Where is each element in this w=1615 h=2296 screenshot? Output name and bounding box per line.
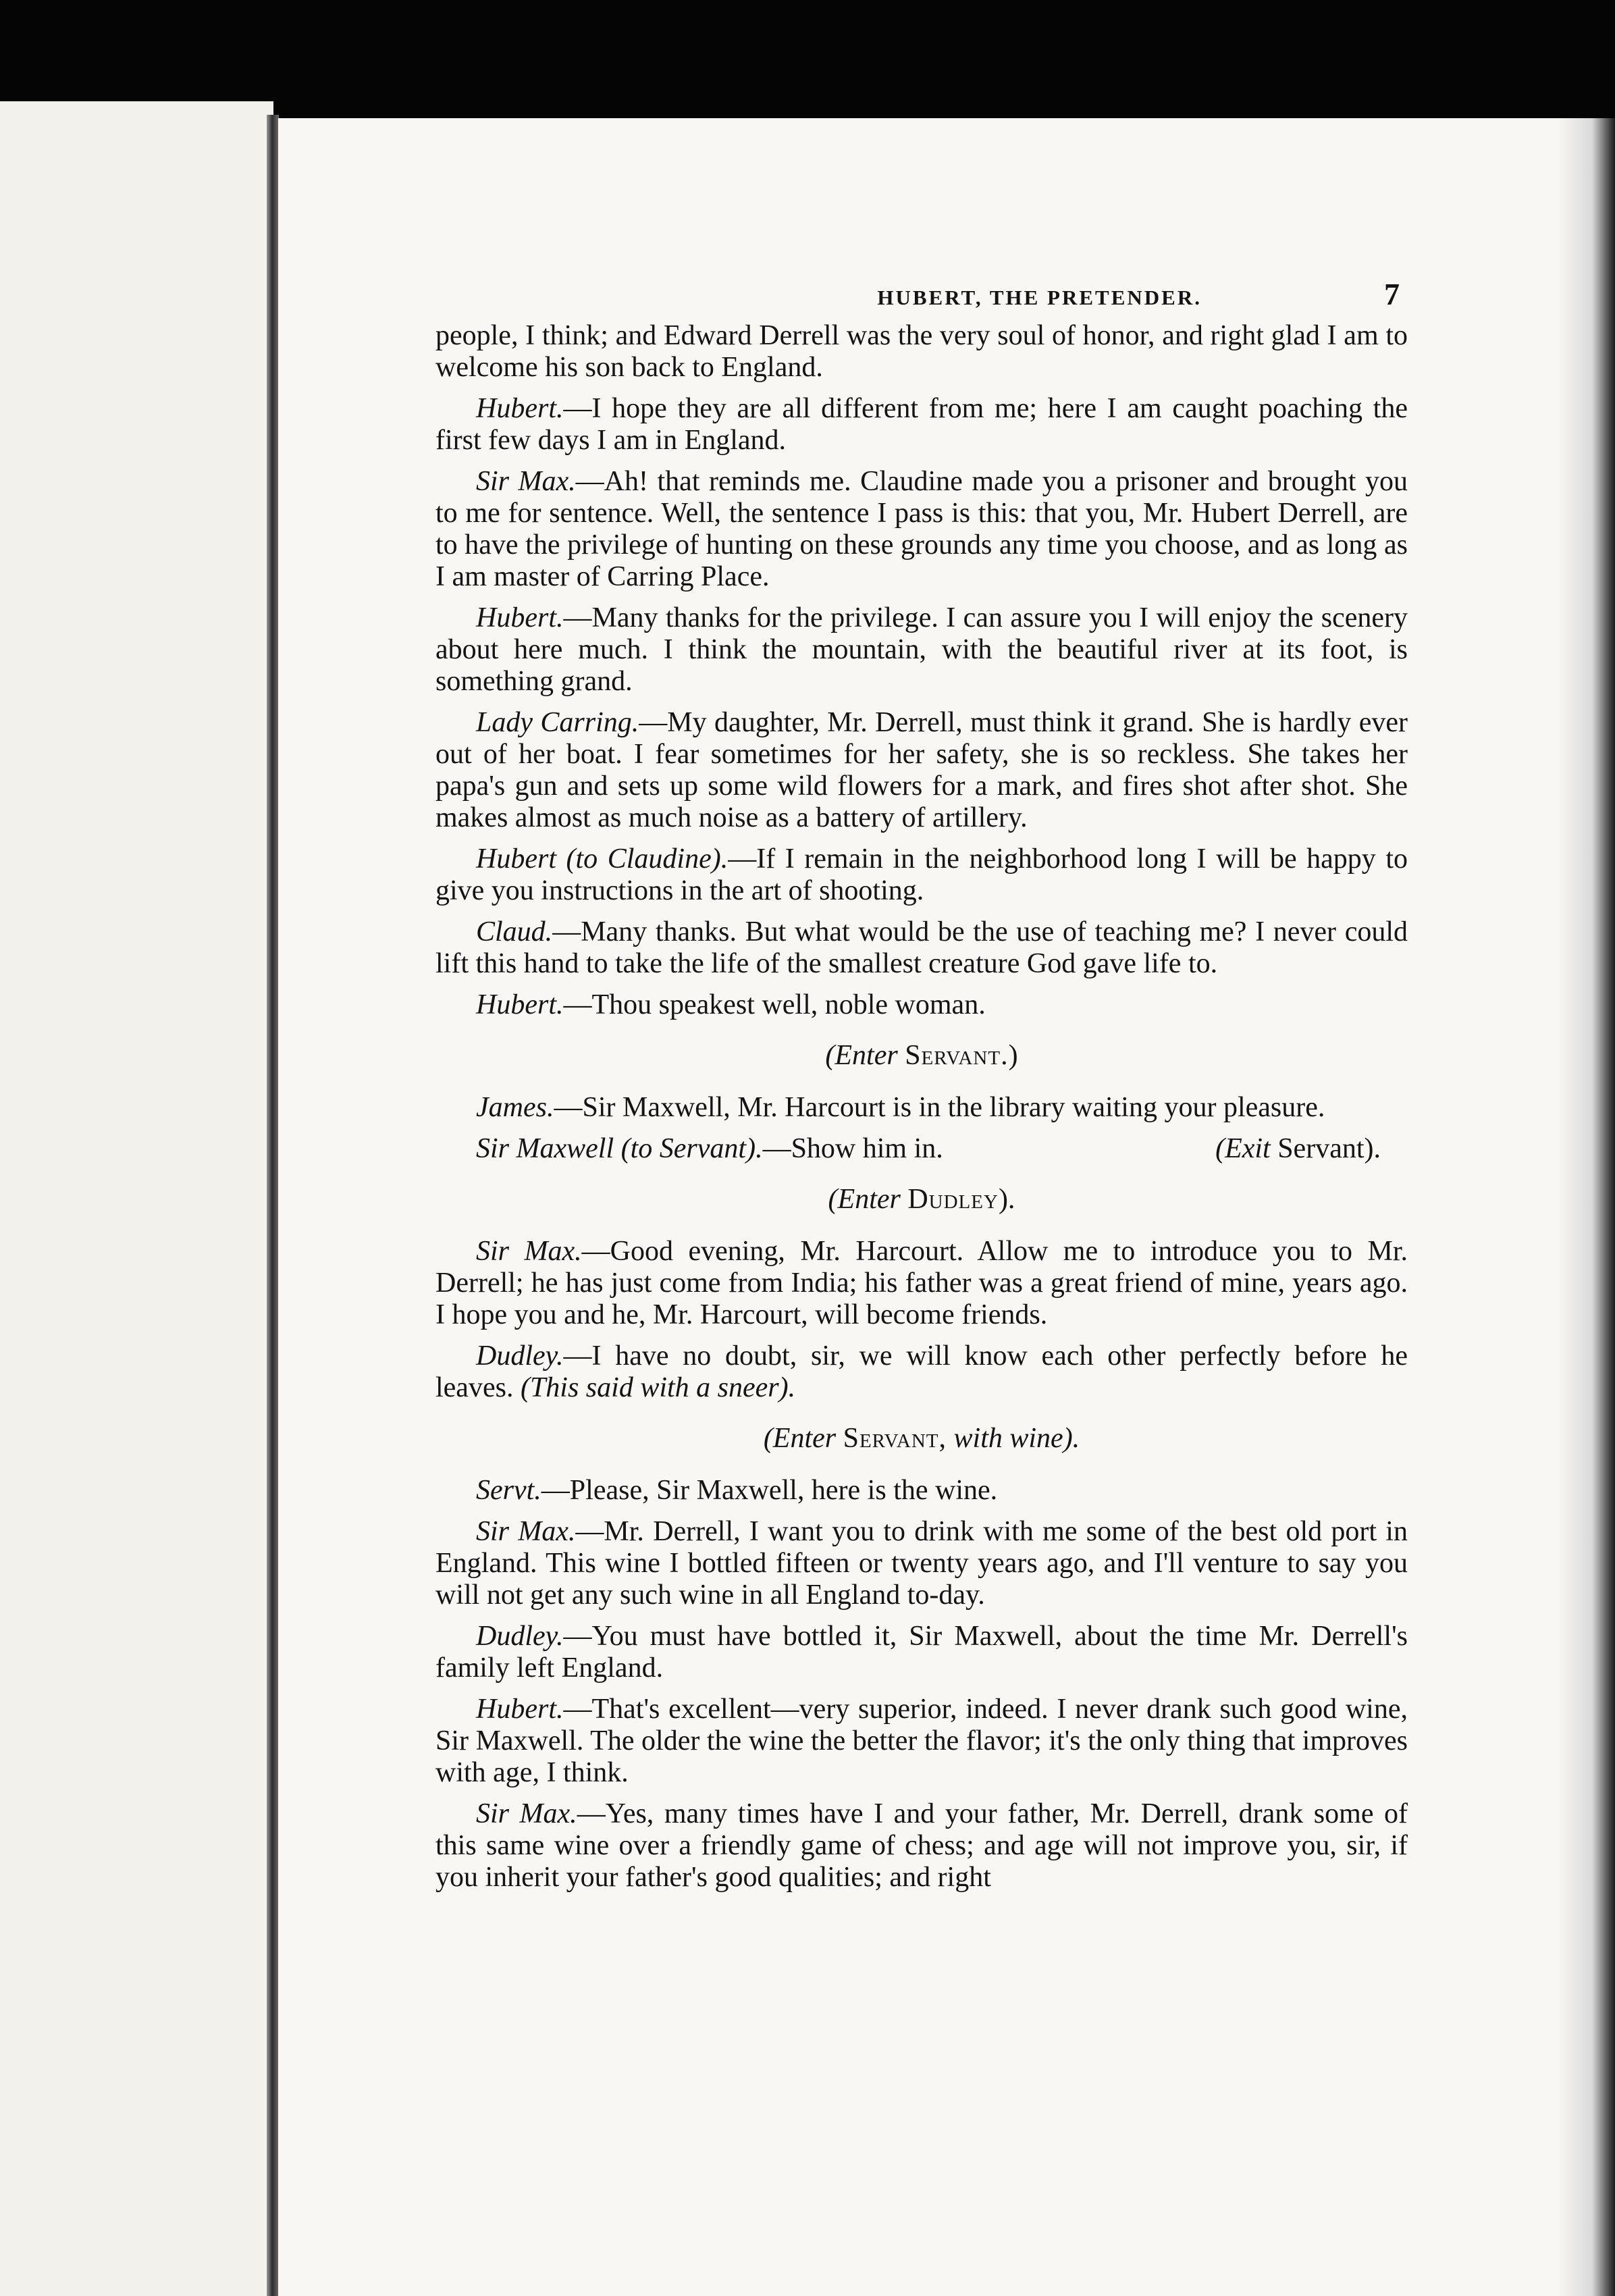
paragraph — [435, 1236, 1408, 1331]
stage-direction — [435, 1423, 1408, 1455]
speaker-name: Sir Maxwell (to Servant). — [476, 1133, 763, 1164]
paragraph — [435, 1133, 1408, 1165]
exit-character: Servant). — [1277, 1133, 1381, 1164]
speech-text: —You must have bottled it, Sir Maxwell, about the time Mr. Derrell's family left England. — [435, 1621, 1408, 1684]
speech-text: —My daughter, Mr. Derrell, must think it grand. She is hardly ever out of her boat. I fear sometimes for her safety, she is so reckless. She takes her papa's gun and sets up some wild flowers for a mark, and fires shot after shot. She makes almost as much noise as a battery of artillery. — [435, 707, 1408, 833]
speech-text: —Yes, many times have I and your father, Mr. Derrell, drank some of this same wine over a friendly game of chess; and age will not improve you, sir, if you inherit your father's good qualities; and right — [435, 1798, 1408, 1893]
paragraph — [435, 1798, 1408, 1894]
speaker-name: Claud. — [476, 916, 553, 947]
speaker-name: Sir Max. — [476, 1798, 577, 1829]
speaker-name: Sir Max. — [476, 466, 576, 497]
speech-text: people, I think; and Edward Derrell was the very soul of honor, and right glad I am to welcome his son back to England. — [435, 320, 1408, 383]
speaker-name: Hubert. — [476, 602, 564, 633]
paragraph — [435, 989, 1408, 1021]
speaker-name: Dudley. — [476, 1340, 564, 1372]
speech-text: —Show him in. — [762, 1133, 943, 1164]
speech-text: —Mr. Derrell, I want you to drink with me some of the best old port in England. This wine I bottled fifteen or twenty years ago, and I'll venture to say you will not get any such wine in all England to-day. — [435, 1516, 1408, 1611]
page-content — [435, 278, 1408, 1903]
stage-direction — [435, 1040, 1408, 1072]
paragraph — [435, 707, 1408, 834]
speech-text: —That's excellent—very superior, indeed. I never drank such good wine, Sir Maxwell. The older the wine the better the flavor; it's the only thing that improves with age, I think. — [435, 1694, 1408, 1788]
speech-text: —Thou speakest well, noble woman. — [563, 989, 986, 1020]
stage-character: Servant, — [843, 1423, 947, 1454]
speaker-name: Lady Carring. — [476, 707, 639, 738]
book-gutter — [267, 115, 279, 2296]
inline-direction: (This said with a sneer). — [520, 1372, 796, 1403]
stage-character: Servant. — [905, 1040, 1009, 1071]
speech-text: —If I remain in the neighborhood long I will be happy to give you instructions in the art of shooting. — [435, 843, 1408, 906]
stage-open: (Enter — [825, 1040, 905, 1071]
speaker-name: Hubert. — [476, 989, 564, 1020]
paragraph — [435, 1621, 1408, 1684]
exit-direction — [1215, 1133, 1381, 1165]
page-number: 7 — [1384, 277, 1400, 311]
stage-close: ) — [1008, 1040, 1018, 1071]
paragraph — [435, 393, 1408, 456]
speech-text: —I hope they are all different from me; here I am caught poaching the first few days I am in England. — [435, 393, 1408, 456]
speaker-name: Sir Max. — [476, 1236, 582, 1267]
speaker-name: Hubert. — [476, 393, 564, 424]
paragraph — [435, 1092, 1408, 1124]
paragraph — [435, 1475, 1408, 1507]
paragraph — [435, 1516, 1408, 1611]
stage-character: Dudley — [907, 1184, 999, 1215]
speech-text: —Many thanks for the privilege. I can assure you I will enjoy the scenery about here much. I think the mountain, with the beautiful river at its foot, is something grand. — [435, 602, 1408, 697]
running-title: HUBERT, THE PRETENDER. — [877, 286, 1202, 309]
stage-direction — [435, 1184, 1408, 1216]
stage-open: (Enter — [828, 1184, 908, 1215]
stage-close: with wine). — [947, 1423, 1080, 1454]
paragraph — [435, 916, 1408, 980]
speech-text: —Many thanks. But what would be the use of teaching me? I never could lift this hand to take the life of the smallest creature God gave life to. — [435, 916, 1408, 979]
running-head — [435, 278, 1408, 313]
paragraph — [435, 320, 1408, 384]
speech-text: —Good evening, Mr. Harcourt. Allow me to introduce you to Mr. Derrell; he has just come from India; his father was a great friend of mine, years ago. I hope you and he, Mr. Harcourt, will become friends. — [435, 1236, 1408, 1330]
speech-text: —Please, Sir Maxwell, here is the wine. — [541, 1475, 998, 1506]
speaker-name: Sir Max. — [476, 1516, 576, 1547]
paragraph — [435, 1694, 1408, 1789]
speech-text: —Sir Maxwell, Mr. Harcourt is in the library waiting your pleasure. — [554, 1092, 1325, 1123]
speaker-name: James. — [476, 1092, 554, 1123]
paragraph — [435, 1340, 1408, 1404]
speaker-name: Servt. — [476, 1475, 541, 1506]
paragraph — [435, 602, 1408, 698]
paragraph — [435, 843, 1408, 907]
paragraph — [435, 466, 1408, 593]
speech-text: —I have no doubt, sir, we will know each other perfectly before he leaves. — [435, 1340, 1408, 1403]
exit-open: (Exit — [1215, 1133, 1278, 1164]
speaker-name: Hubert. — [476, 1694, 564, 1725]
speech-line — [476, 1133, 943, 1165]
speaker-name: Dudley. — [476, 1621, 564, 1652]
facing-page — [0, 101, 273, 2296]
stage-close: ). — [998, 1184, 1015, 1215]
speaker-name: Hubert (to Claudine). — [476, 843, 729, 875]
stage-open: (Enter — [763, 1423, 843, 1454]
speech-text: —Ah! that reminds me. Claudine made you a prisoner and brought you to me for sentence. Well, the sentence I pass is this: that you, Mr. Hubert Derrell, are to have the privilege of hunting on these grounds any time you choose, and as long as I am master of Carring Place. — [435, 466, 1408, 592]
